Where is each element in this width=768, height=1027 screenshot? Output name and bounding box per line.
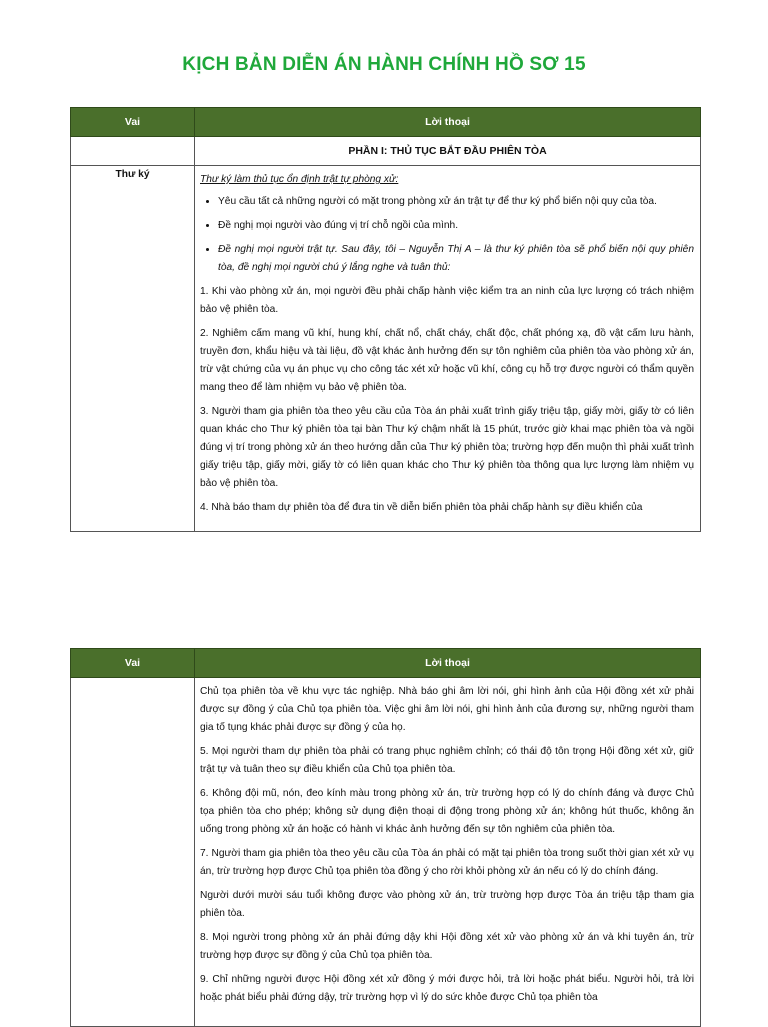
column-header-dialogue: Lời thoại [195,649,701,678]
table-row [71,678,701,1027]
rule-paragraph: 7. Người tham gia phiên tòa theo yêu cầu của Tòa án phải có mặt tại phiên tòa trong suốt thời gian xét xử vụ án, trừ trường hợp được Chủ tọa phiên tòa đồng ý cho rời khỏi phòng xử án nếu có lý do chính đáng. [200,848,694,877]
script-table-page-1 [70,107,701,532]
rule-paragraph: 1. Khi vào phòng xử án, mọi người đều phải chấp hành việc kiểm tra an ninh của lực lượng có trách nhiệm bảo vệ phiên tòa. [200,286,694,315]
column-header-dialogue: Lời thoại [195,108,701,137]
script-table-page-2 [70,648,701,1027]
rule-paragraph: 2. Nghiêm cấm mang vũ khí, hung khí, chất nổ, chất cháy, chất độc, chất phóng xạ, đồ vật cấm lưu hành, truyền đơn, khẩu hiệu và tài liệu, đồ vật khác ảnh hưởng đến sự tôn nghiêm của phiên tòa vào phòng xử án, trừ vật chứng của vụ án phục vụ cho công tác xét xử hoặc vũ khí, công cụ hỗ trợ được người có thẩm quyền mang theo để làm nhiệm vụ bảo vệ phiên tòa. [200,328,694,393]
table-header-row [71,108,701,137]
dialogue-cell [195,166,701,532]
rule-paragraph: Chủ tọa phiên tòa về khu vực tác nghiệp. Nhà báo ghi âm lời nói, ghi hình ảnh của Hội đồng xét xử phải được sự đồng ý của Chủ tọa phiên tòa. Việc ghi âm lời nói, ghi hình ảnh của đương sự, những người tham gia tố tụng khác phải được sự đồng ý của họ. [200,686,694,733]
rule-paragraph: 4. Nhà báo tham dự phiên tòa để đưa tin về diễn biến phiên tòa phải chấp hành sự điều khiển của [200,502,643,513]
section-role-cell [71,137,195,166]
list-item: • Yêu cầu tất cả những người có mặt trong phòng xử án trật tự để thư ký phổ biến nội quy của tòa. [218,193,694,211]
rule-paragraph: 5. Mọi người tham dự phiên tòa phải có trang phục nghiêm chỉnh; có thái độ tôn trọng Hội đồng xét xử, giữ trật tự và tuân theo sự điều khiển của Chủ tọa phiên tòa. [200,746,694,775]
role-cell [71,678,195,1027]
column-header-role: Vai [71,649,195,678]
bullet-list [200,193,694,277]
dialogue-content [195,678,700,1026]
dialogue-cell [195,678,701,1027]
rule-paragraph: 6. Không đội mũ, nón, đeo kính màu trong phòng xử án, trừ trường hợp có lý do chính đáng và được Chủ tọa phiên tòa cho phép; không sử dụng điện thoại di động trong phòng xử án; không hút thuốc, không ăn uống trong phòng xử án hoặc có hành vi khác ảnh hưởng đến sự tôn nghiêm của phiên tòa. [200,788,694,835]
dialogue-content [195,166,700,531]
table-header-row [71,649,701,678]
section-row [71,137,701,166]
list-item: • Đề nghị mọi người vào đúng vị trí chỗ ngồi của mình. [218,217,694,235]
rule-paragraph: 3. Người tham gia phiên tòa theo yêu cầu của Tòa án phải xuất trình giấy triệu tập, giấy mời, giấy tờ có liên quan khác cho Thư ký phiên tòa tại bàn Thư ký chậm nhất là 15 phút, trước giờ khai mạc phiên tòa và ngồi đúng vị trí trong phòng xử án theo hướng dẫn của Thư ký phiên tòa; trường hợp đến muộn thì phải xuất trình giấy triệu tập, giấy mời, giấy tờ có liên quan khác cho Thư ký phiên tòa thông qua lực lượng làm nhiệm vụ bảo vệ phiên tòa. [200,406,694,489]
section-heading: PHẦN I: THỦ TỤC BẮT ĐẦU PHIÊN TÒA [195,137,701,166]
column-header-role: Vai [71,108,195,137]
table-row [71,166,701,532]
rule-paragraph: Người dưới mười sáu tuổi không được vào phòng xử án, trừ trường hợp được Tòa án triệu tập tham gia phiên tòa. [200,890,694,919]
role-cell: Thư ký [71,166,195,532]
rule-paragraph: 8. Mọi người trong phòng xử án phải đứng dậy khi Hội đồng xét xử vào phòng xử án và khi tuyên án, trừ trường hợp được sự đồng ý của Chủ tọa phiên tòa. [200,932,694,961]
list-item: • Đề nghị mọi người trật tự. Sau đây, tôi – Nguyễn Thị A – là thư ký phiên tòa sẽ phổ biến nội quy phiên tòa, đề nghị mọi người chú ý lắng nghe và tuân thủ: [218,241,694,277]
rule-paragraph: 9. Chỉ những người được Hội đồng xét xử đồng ý mới được hỏi, trả lời hoặc phát biểu. Người hỏi, trả lời hoặc phát biểu phải đứng dậy, trừ trường hợp vì lý do sức khỏe được Chủ tọa phiên tòa [200,974,694,1003]
document-title: KỊCH BẢN DIỄN ÁN HÀNH CHÍNH HỒ SƠ 15 [182,54,586,75]
stage-direction: Thư ký làm thủ tục ổn định trật tự phòng xử: [200,174,399,185]
